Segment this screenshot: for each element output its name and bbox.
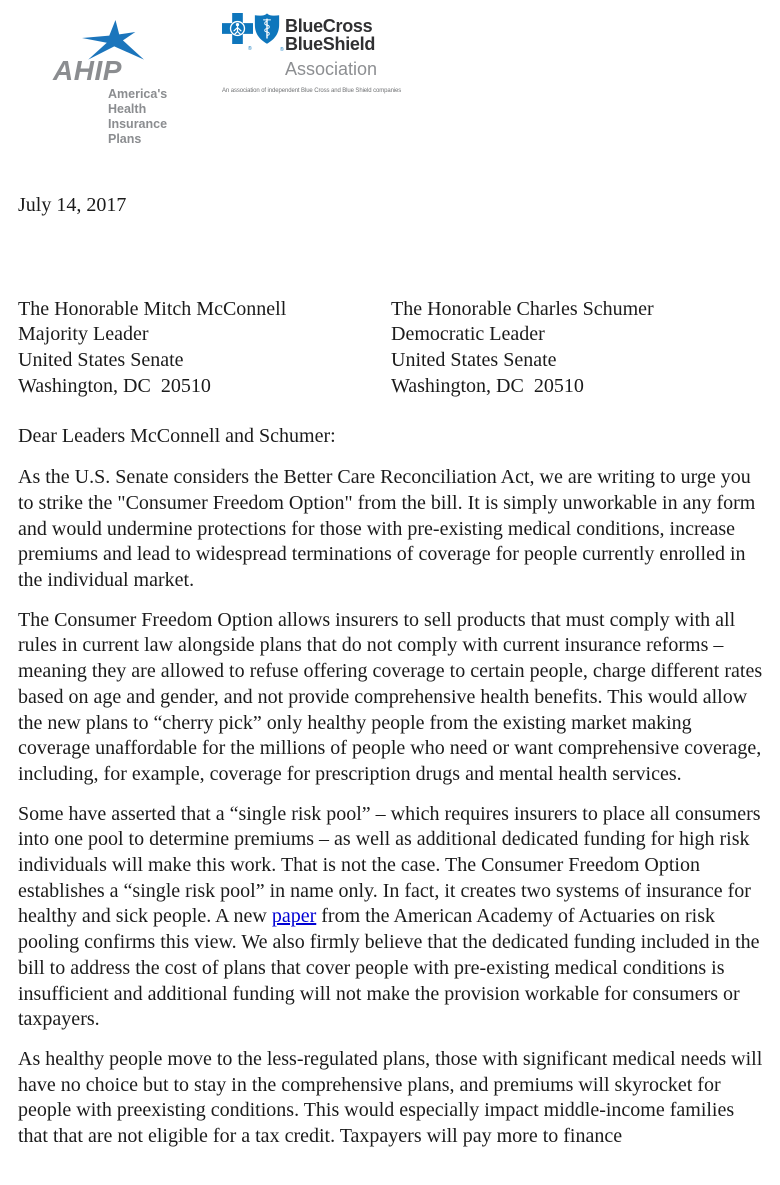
blue-cross-icon xyxy=(222,13,253,44)
bcbs-logo-text xyxy=(285,18,375,53)
bcbs-tagline: An association of independent Blue Cross and Blue Shield companies xyxy=(222,88,402,94)
ahip-tagline-line2: Insurance Plans xyxy=(108,117,168,146)
letterhead xyxy=(0,0,780,146)
ahip-tagline-line1: America's Health xyxy=(108,87,168,116)
recipient-address: Washington, DC 20510 xyxy=(391,374,584,397)
recipient-org: United States Senate xyxy=(391,349,557,372)
ahip-logo xyxy=(20,8,195,146)
paragraph-3-after-link: from the American Academy of Actuaries on risk pooling confirms this view. We also firmly believe that the dedicated funding included in the bill to address the cost of plans that cover people with pre-existing medical conditions is insufficient and additional funding will not make the provision workable for consumers or taxpayers. xyxy=(18,905,760,1031)
salutation: Dear Leaders McConnell and Schumer: xyxy=(18,424,336,447)
bcbs-name-line1: BlueCross xyxy=(285,16,373,36)
recipient-address: Washington, DC 20510 xyxy=(18,374,211,397)
ahip-tagline xyxy=(108,87,195,147)
bcbs-logo xyxy=(222,10,612,110)
letter-date: July 14, 2017 xyxy=(18,194,127,216)
paragraph-4: As healthy people move to the less-regulated plans, those with significant medical needs will have no choice but to stay in the comprehensive plans, and premiums will skyrocket for people with preexisting conditions. This would especially impact middle-income families that that are not eligible for a tax credit. Taxpayers will pay more to finance xyxy=(18,1047,763,1148)
recipient-block xyxy=(18,297,764,400)
paragraph-3-before-link: Some have asserted that a “single risk pool” – which requires insurers to place all consumers into one pool to determine premiums – as well as additional dedicated funding for high risk individuals will make this work. That is not the case. The Consumer Freedom Option establishes a “single risk pool” in name only. In fact, it creates two systems of insurance for healthy and sick people. A new xyxy=(18,802,761,928)
letter-content xyxy=(18,193,764,1164)
recipient-left xyxy=(18,297,391,400)
registered-mark-icon: ® xyxy=(280,47,284,53)
paragraph-3 xyxy=(18,802,764,1033)
paper-link[interactable]: paper xyxy=(271,905,317,928)
recipient-right xyxy=(391,297,764,400)
recipient-title: Democratic Leader xyxy=(391,323,545,346)
blue-shield-icon xyxy=(254,12,280,46)
recipient-name: The Honorable Mitch McConnell xyxy=(18,297,287,320)
bcbs-association-text: Association xyxy=(285,59,378,79)
ahip-logo-text: AHIP xyxy=(53,55,122,86)
recipient-org: United States Senate xyxy=(18,349,184,372)
bcbs-name-line2: BlueShield xyxy=(285,33,376,54)
registered-mark-icon: ® xyxy=(248,46,252,52)
recipient-name: The Honorable Charles Schumer xyxy=(391,297,654,320)
paragraph-1: As the U.S. Senate considers the Better Care Reconciliation Act, we are writing to urge you to strike the "Consumer Freedom Option" from the bill. It is simply unworkable in any form and would undermine protections for those with pre-existing medical conditions, increase premiums and lead to widespread terminations of coverage for people currently enrolled in the individual market. xyxy=(18,466,756,592)
paragraph-2: The Consumer Freedom Option allows insurers to sell products that must comply with all rules in current law alongside plans that do not comply with current insurance reforms – meaning they are allowed to refuse offering coverage to certain people, charge different rates based on age and gender, and not provide comprehensive health benefits. This would allow the new plans to “cherry pick” only healthy people from the existing market making coverage unaffordable for the millions of people who need or want comprehensive coverage, including, for example, coverage for prescription drugs and mental health services. xyxy=(18,608,763,785)
recipient-title: Majority Leader xyxy=(18,323,149,346)
